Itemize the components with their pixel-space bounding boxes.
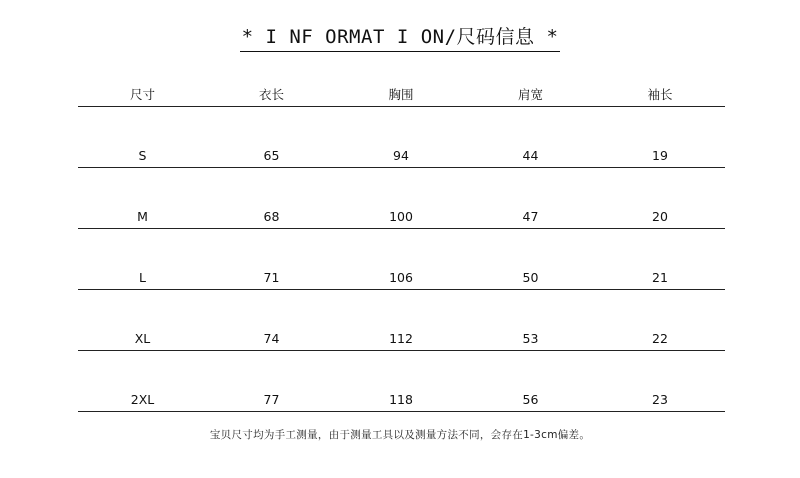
cell-chest: 112 — [336, 290, 466, 351]
table-header-row — [78, 81, 725, 107]
table-row — [78, 351, 725, 412]
header-size: 尺寸 — [78, 81, 207, 107]
cell-size: 2XL — [78, 351, 207, 412]
cell-length: 68 — [207, 168, 336, 229]
table-row — [78, 107, 725, 168]
title-container — [0, 24, 800, 52]
cell-sleeve: 22 — [595, 290, 725, 351]
cell-shoulder: 50 — [466, 229, 595, 290]
cell-shoulder: 47 — [466, 168, 595, 229]
cell-sleeve: 21 — [595, 229, 725, 290]
measurement-note: 宝贝尺寸均为手工测量，由于测量工具以及测量方法不同，会存在1-3cm偏差。 — [209, 429, 591, 441]
cell-shoulder: 53 — [466, 290, 595, 351]
header-chest: 胸围 — [336, 81, 466, 107]
cell-length: 65 — [207, 107, 336, 168]
table-row — [78, 168, 725, 229]
page-title: * I NF ORMAT I ON/尺码信息 * — [240, 24, 561, 52]
cell-size: XL — [78, 290, 207, 351]
cell-sleeve: 20 — [595, 168, 725, 229]
cell-size: S — [78, 107, 207, 168]
header-sleeve: 袖长 — [595, 81, 725, 107]
cell-chest: 100 — [336, 168, 466, 229]
table-row — [78, 229, 725, 290]
cell-size: L — [78, 229, 207, 290]
cell-chest: 106 — [336, 229, 466, 290]
header-shoulder: 肩宽 — [466, 81, 595, 107]
cell-shoulder: 44 — [466, 107, 595, 168]
size-chart-table — [78, 81, 725, 412]
cell-length: 71 — [207, 229, 336, 290]
cell-sleeve: 19 — [595, 107, 725, 168]
header-length: 衣长 — [207, 81, 336, 107]
cell-chest: 118 — [336, 351, 466, 412]
table-row — [78, 290, 725, 351]
cell-length: 77 — [207, 351, 336, 412]
cell-length: 74 — [207, 290, 336, 351]
cell-sleeve: 23 — [595, 351, 725, 412]
cell-size: M — [78, 168, 207, 229]
cell-chest: 94 — [336, 107, 466, 168]
cell-shoulder: 56 — [466, 351, 595, 412]
